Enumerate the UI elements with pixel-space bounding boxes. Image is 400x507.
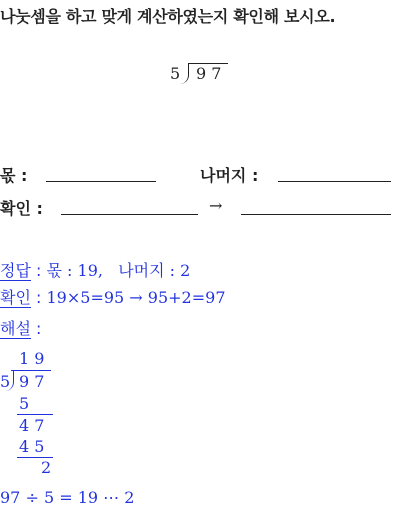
check-blank-left[interactable] <box>61 214 198 215</box>
ld-remainder: 2 <box>41 458 52 477</box>
check-answer-text: 19×5=95 → 95+2=97 <box>46 288 226 307</box>
answer-line <box>0 258 190 281</box>
answer-colon: : <box>36 261 42 280</box>
check-blank-right[interactable] <box>241 214 391 215</box>
check-answer-label: 확인 <box>0 288 31 307</box>
division-bracket <box>180 64 189 84</box>
check-answer-colon: : <box>36 288 42 307</box>
explanation-colon: : <box>36 319 42 338</box>
problem-dividend: 9 7 <box>196 64 222 83</box>
ld-bracket <box>5 371 14 391</box>
quotient-blank[interactable] <box>46 181 156 182</box>
check-answer-line <box>0 288 226 308</box>
ld-quotient: 1 9 <box>19 349 45 368</box>
check-label: 확인 : <box>0 199 43 218</box>
explanation-label: 해설 <box>0 319 31 338</box>
explanation-line <box>0 319 41 339</box>
answer-label: 정답 <box>0 261 31 280</box>
remainder-label: 나머지 : <box>200 166 259 185</box>
ld-top-bar <box>11 370 51 371</box>
quotient-label: 몫 : <box>0 166 28 185</box>
instruction-text: 나눗셈을 하고 맞게 계산하였는지 확인해 보시오. <box>0 7 336 26</box>
ld-step1-bar <box>17 414 53 415</box>
problem-divisor: 5 <box>170 64 181 83</box>
remainder-blank[interactable] <box>278 181 391 182</box>
answer-text: 몫 : 19, 나머지 : 2 <box>46 261 191 280</box>
ld-dividend: 9 7 <box>19 372 45 391</box>
ld-step2: 4 7 <box>19 416 45 435</box>
ld-divisor: 5 <box>0 372 11 391</box>
ld-step1: 5 <box>19 394 30 413</box>
ld-step3: 4 5 <box>19 437 45 456</box>
final-equation: 97 ÷ 5 = 19 ⋯ 2 <box>0 488 135 507</box>
arrow-symbol: → <box>209 196 223 215</box>
